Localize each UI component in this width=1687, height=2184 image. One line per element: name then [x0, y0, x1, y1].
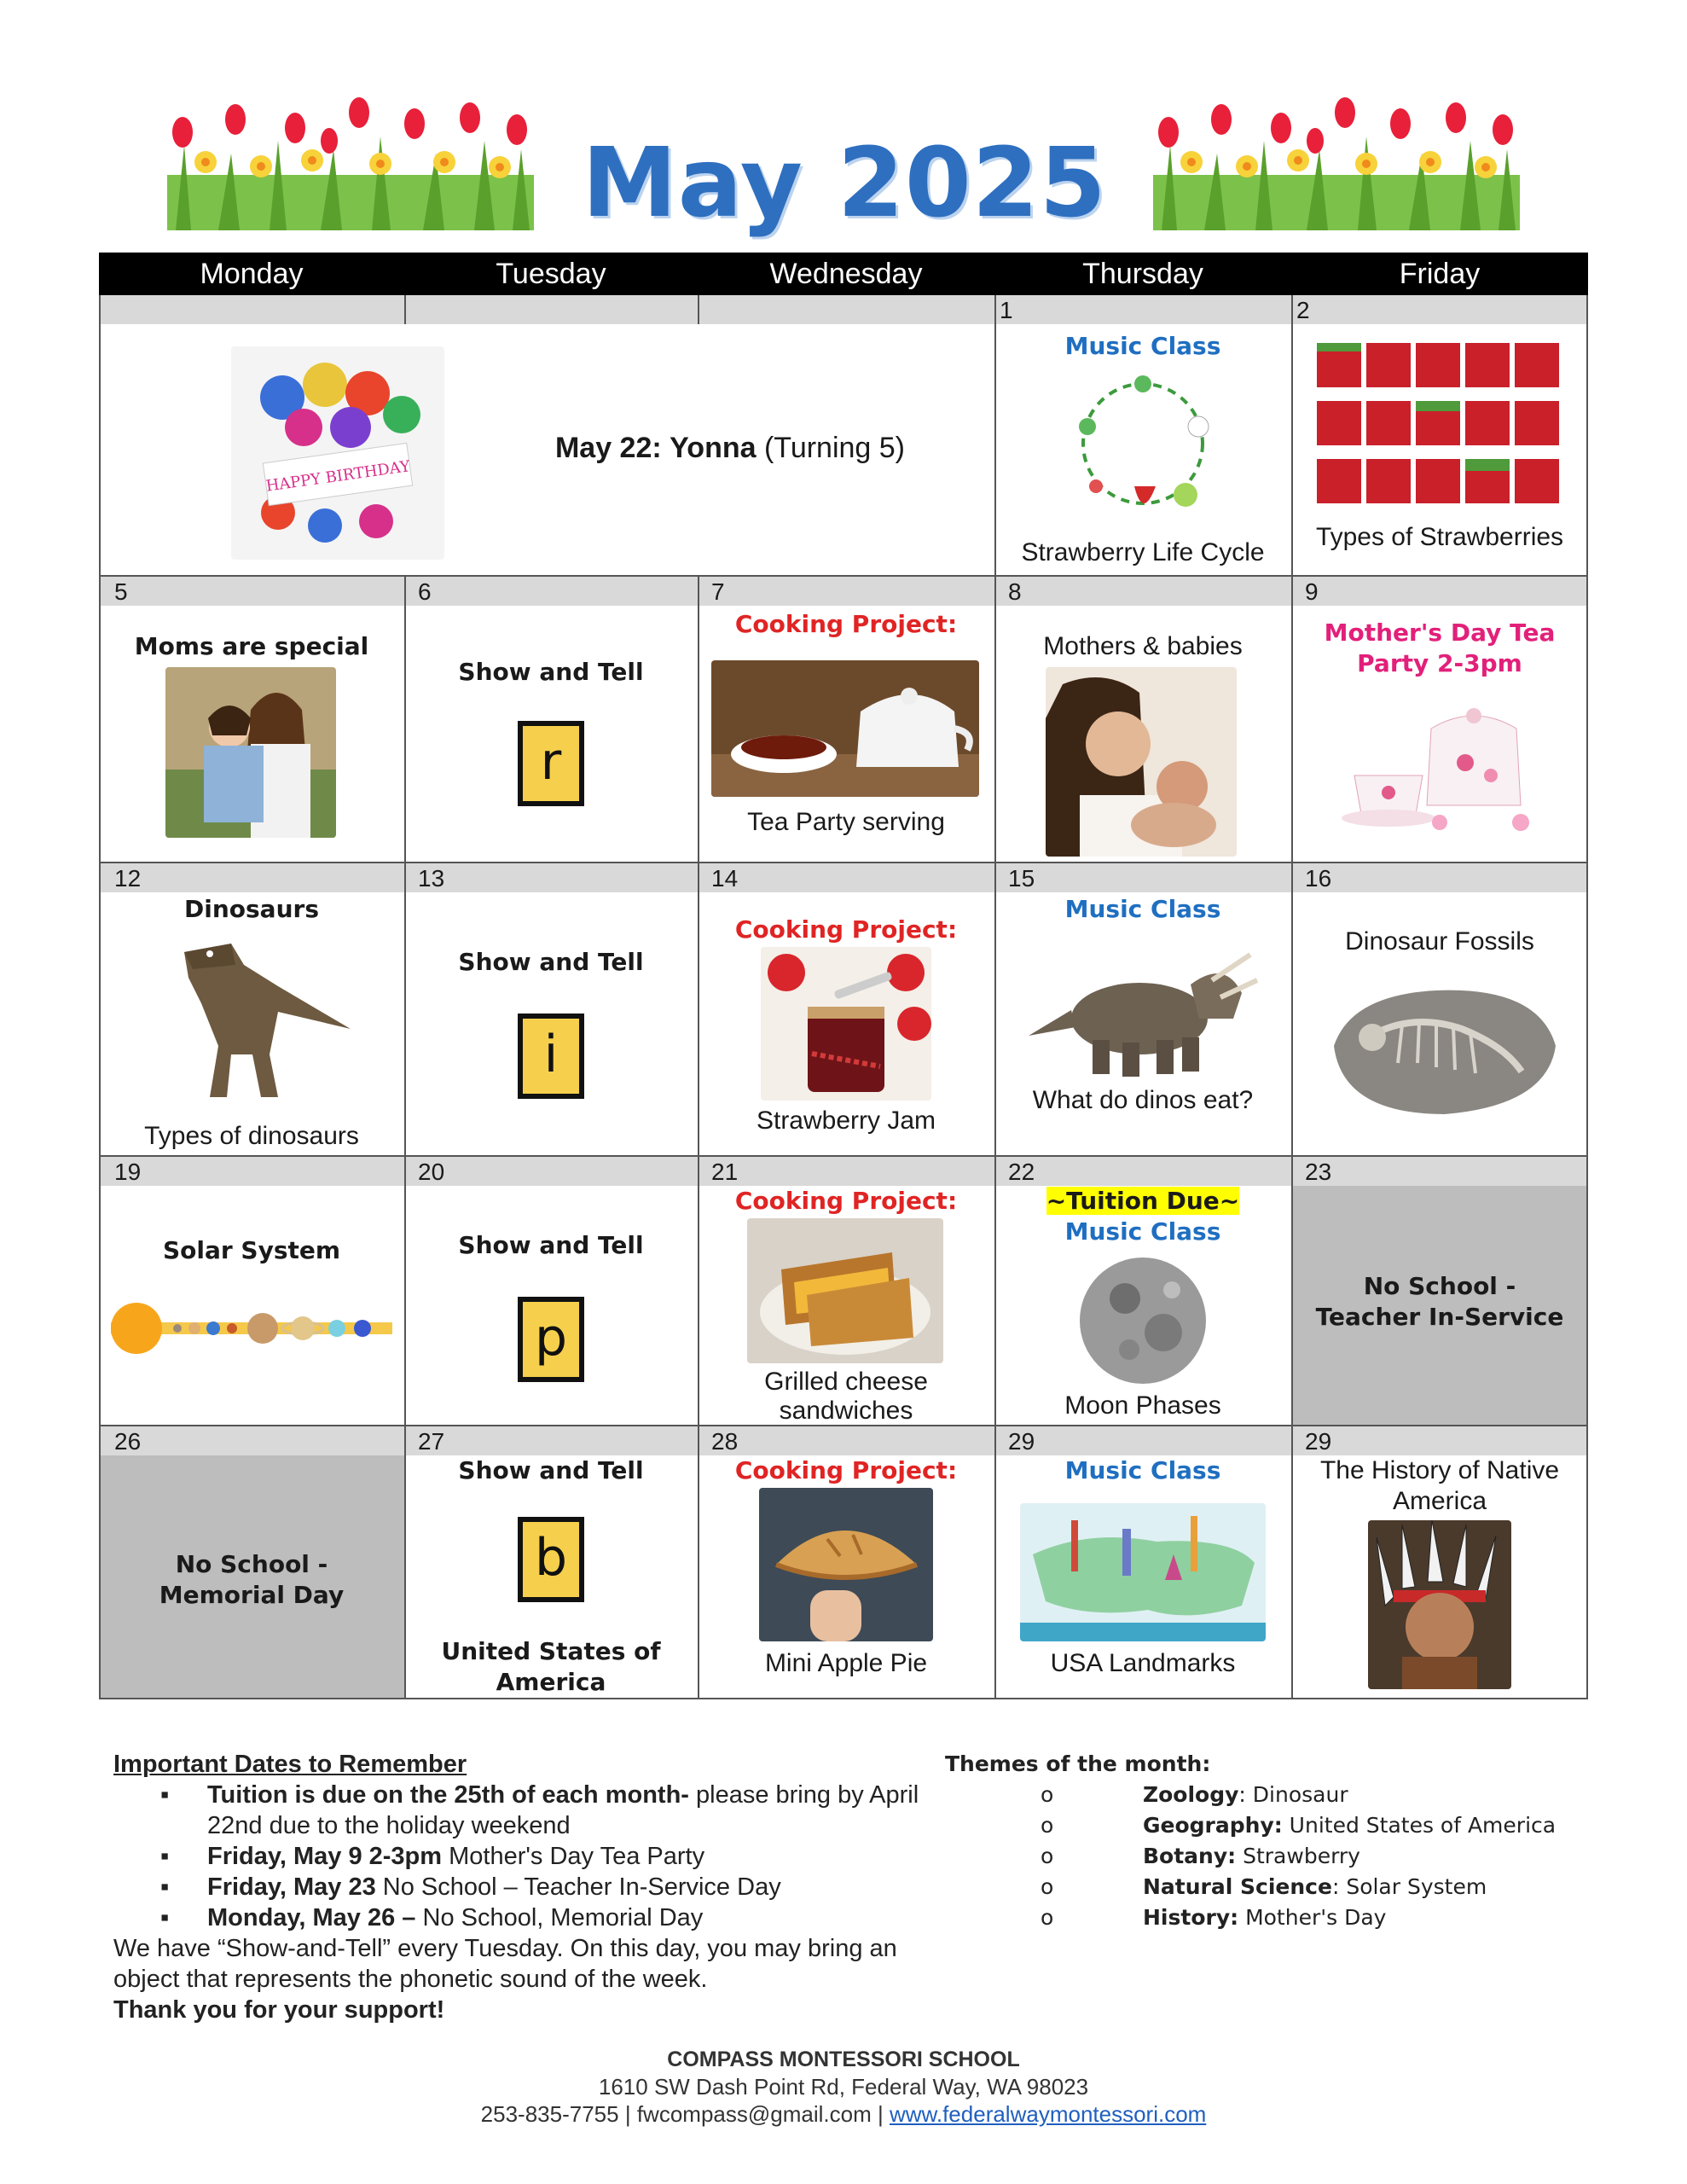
list-item-bold: Tuition is due on the 25th of each month- — [207, 1781, 689, 1809]
date-6: 6 — [418, 578, 432, 605]
usa-landmarks-image — [1020, 1503, 1266, 1641]
date-29: 29 — [1008, 1428, 1035, 1455]
date-13: 13 — [418, 865, 445, 892]
dinosaur-fossils-caption: Dinosaur Fossils — [1345, 927, 1534, 956]
theme-bullet: o — [1041, 1844, 1054, 1868]
date-26: 26 — [114, 1428, 142, 1455]
cell-may-12 — [99, 892, 404, 1155]
mother-baby-image — [1046, 667, 1237, 857]
theme-value: United States of America — [1282, 1813, 1557, 1838]
mothers-day-tea-title-line2: Party 2-3pm — [1357, 649, 1522, 677]
t-rex-image — [150, 926, 355, 1106]
separator: | — [624, 2101, 631, 2127]
birthday-card-text: HAPPY BIRTHDAY — [264, 457, 412, 496]
date-22: 22 — [1008, 1159, 1035, 1185]
list-item — [207, 1902, 932, 1933]
birthday-name: Yonna — [670, 432, 757, 464]
date-15: 15 — [1008, 865, 1035, 892]
important-dates-section — [113, 1749, 932, 2025]
theme-bullet: o — [1041, 1782, 1054, 1807]
types-of-strawberries-caption: Types of Strawberries — [1315, 523, 1564, 551]
theme-value: Strawberry — [1236, 1844, 1360, 1868]
strawberries-grid-image — [1315, 341, 1564, 508]
grilled-cheese-caption-line1: Grilled cheese — [764, 1368, 928, 1396]
theme-bullet: o — [1041, 1813, 1054, 1838]
music-class-label: Music Class — [1064, 1456, 1221, 1484]
cell-may-13 — [404, 892, 698, 1155]
no-school-line2: Teacher In-Service — [1315, 1303, 1564, 1331]
types-of-dinosaurs-caption: Types of dinosaurs — [144, 1122, 359, 1150]
cell-may-27 — [404, 1455, 698, 1698]
moon-image — [1078, 1256, 1208, 1385]
theme-label: History: — [1143, 1905, 1239, 1930]
grid-line — [99, 1698, 1588, 1699]
mini-apple-pie-image — [759, 1488, 933, 1641]
theme-value: Mother's Day — [1238, 1905, 1387, 1930]
mini-apple-pie-caption: Mini Apple Pie — [764, 1649, 928, 1677]
strawberry-jam-image — [761, 947, 931, 1101]
date-bar-week1 — [99, 295, 1588, 324]
list-item-bold: Monday, May 26 – — [207, 1904, 416, 1931]
phonetic-letter-p: p — [518, 1297, 584, 1382]
birthday-date-label: May 22: — [554, 432, 662, 464]
strawberry-life-cycle-image — [1058, 367, 1228, 525]
grid-line — [99, 1155, 1588, 1157]
cell-may-23 — [1291, 1186, 1588, 1425]
date-9: 9 — [1305, 578, 1319, 605]
no-school-line1: No School - — [1363, 1272, 1516, 1300]
date-8: 8 — [1008, 578, 1022, 605]
school-email[interactable]: fwcompass@gmail.com — [636, 2101, 872, 2127]
moon-phases-caption: Moon Phases — [1064, 1391, 1221, 1420]
theme-bullet: o — [1041, 1874, 1054, 1899]
cell-may-20 — [404, 1186, 698, 1425]
date-7: 7 — [711, 578, 725, 605]
list-item-text: No School – Teacher In-Service Day — [375, 1873, 781, 1901]
weekday-thursday: Thursday — [994, 253, 1291, 295]
dinosaurs-title: Dinosaurs — [184, 895, 319, 923]
cell-may-7 — [698, 606, 994, 862]
phonetic-letter-b: b — [518, 1517, 584, 1602]
mom-and-child-image — [165, 667, 336, 838]
calendar-grid — [99, 253, 1588, 1703]
phonetic-letter-i: i — [518, 1014, 584, 1099]
list-item — [207, 1841, 932, 1872]
tulips-right-image — [1153, 94, 1520, 230]
list-item-bold: Friday, May 23 — [207, 1873, 376, 1901]
weekday-tuesday: Tuesday — [404, 253, 698, 295]
cell-may-14 — [698, 892, 994, 1155]
date-14: 14 — [711, 865, 739, 892]
date-12: 12 — [114, 865, 142, 892]
date-19: 19 — [114, 1159, 142, 1185]
cell-may-26 — [99, 1455, 404, 1698]
native-headdress-image — [1368, 1520, 1511, 1689]
page-title: May 2025 — [582, 128, 1107, 239]
native-america-caption-line1: The History of Native — [1319, 1456, 1560, 1484]
weekday-monday: Monday — [99, 253, 404, 295]
cell-may-21 — [698, 1186, 994, 1425]
cooking-project-label: Cooking Project: — [734, 610, 958, 638]
solar-system-image — [111, 1288, 392, 1391]
separator: | — [877, 2101, 884, 2127]
usa-landmarks-caption: USA Landmarks — [1050, 1649, 1236, 1677]
cell-may-16 — [1291, 892, 1588, 1155]
theme-bullet: o — [1041, 1905, 1054, 1930]
themes-section — [945, 1749, 1627, 1933]
thank-you-text: Thank you for your support! — [113, 1996, 445, 2024]
tulips-left-image — [167, 94, 534, 230]
date-bar-week2 — [99, 577, 1588, 606]
grilled-cheese-caption-line2: sandwiches — [779, 1397, 913, 1425]
grid-line — [698, 295, 699, 324]
important-dates-list — [113, 1780, 932, 1933]
list-item-text: No School, Memorial Day — [415, 1904, 704, 1931]
mothers-day-tea-title-line1: Mother's Day Tea — [1324, 619, 1556, 647]
tea-party-caption: Tea Party serving — [747, 808, 945, 836]
theme-value: Dinosaur — [1245, 1782, 1348, 1807]
cell-may-29-fri — [1291, 1455, 1588, 1698]
strawberry-life-cycle-caption: Strawberry Life Cycle — [1021, 538, 1265, 566]
date-bar-week4 — [99, 1157, 1291, 1186]
date-bar-week4-fri — [1291, 1157, 1588, 1186]
mothers-babies-caption: Mothers & babies — [1043, 632, 1243, 660]
school-name: COMPASS MONTESSORI SCHOOL — [667, 2048, 1020, 2071]
triceratops-image — [1029, 933, 1259, 1078]
grid-line — [99, 1425, 1588, 1426]
show-and-tell-label: Show and Tell — [458, 658, 644, 686]
show-and-tell-label: Show and Tell — [458, 1231, 644, 1259]
list-item — [207, 1780, 932, 1841]
grid-line — [404, 295, 406, 324]
date-bar-week5 — [404, 1426, 1588, 1455]
date-bar-week5-mon — [99, 1426, 404, 1455]
theme-item — [945, 1810, 1627, 1841]
birthday-announcement — [474, 432, 986, 465]
show-and-tell-label: Show and Tell — [458, 948, 644, 976]
cell-may-9 — [1291, 606, 1588, 862]
important-dates-heading: Important Dates to Remember — [113, 1751, 467, 1778]
date-27: 27 — [418, 1428, 445, 1455]
cooking-project-label: Cooking Project: — [734, 1187, 958, 1215]
moms-special-title: Moms are special — [134, 632, 369, 660]
date-20: 20 — [418, 1159, 445, 1185]
themes-heading: Themes of the month: — [945, 1751, 1211, 1776]
grid-line — [99, 575, 1588, 577]
theme-item — [945, 1780, 1627, 1810]
list-item-text: Mother's Day Tea Party — [442, 1843, 705, 1870]
music-class-label: Music Class — [1064, 895, 1221, 923]
native-america-caption-line2: America — [1392, 1487, 1487, 1515]
list-item-bold: Friday, May 9 2-3pm — [207, 1843, 443, 1870]
date-23: 23 — [1305, 1159, 1332, 1185]
date-16: 16 — [1305, 865, 1332, 892]
cell-may-5 — [99, 606, 404, 862]
usa-caption-line2: America — [496, 1668, 606, 1696]
cell-may-15 — [994, 892, 1291, 1155]
date-bar-week3 — [99, 863, 1588, 892]
show-and-tell-paragraph: We have “Show-and-Tell” every Tuesday. On this day, you may bring an object that represents the phonetic sound of the week. — [113, 1935, 897, 1993]
date-1: 1 — [1000, 297, 1013, 323]
list-item-text: please bring by April 22nd due to the holiday weekend — [207, 1781, 919, 1839]
cooking-project-label: Cooking Project: — [734, 915, 958, 944]
theme-value: Solar System — [1339, 1874, 1487, 1899]
birthday-balloons-image — [231, 346, 444, 560]
weekday-wednesday: Wednesday — [698, 253, 994, 295]
theme-label: Geography: — [1143, 1813, 1283, 1838]
birthday-note: (Turning 5) — [763, 432, 906, 464]
theme-sep: : — [1331, 1874, 1340, 1899]
date-28: 28 — [711, 1428, 739, 1455]
music-class-label: Music Class — [1064, 1217, 1221, 1246]
theme-label: Zoology — [1143, 1782, 1239, 1807]
no-school-line2: Memorial Day — [159, 1581, 345, 1609]
usa-caption-line1: United States of — [441, 1637, 661, 1665]
tea-party-image — [711, 660, 979, 797]
show-and-tell-label: Show and Tell — [458, 1456, 644, 1484]
solar-system-title: Solar System — [162, 1236, 341, 1264]
date-2: 2 — [1296, 297, 1310, 323]
cell-may-28 — [698, 1455, 994, 1698]
cell-may-6 — [404, 606, 698, 862]
strawberry-jam-caption: Strawberry Jam — [756, 1107, 936, 1135]
theme-item — [945, 1902, 1627, 1933]
dinos-eat-caption: What do dinos eat? — [1032, 1086, 1254, 1114]
cell-may-8 — [994, 606, 1291, 862]
cell-may-1 — [994, 324, 1291, 575]
theme-item — [945, 1872, 1627, 1902]
school-address: 1610 SW Dash Point Rd, Federal Way, WA 98023 — [598, 2074, 1089, 2100]
theme-label: Natural Science — [1143, 1874, 1332, 1899]
tuition-due-notice — [994, 1186, 1291, 1217]
school-phone: 253-835-7755 — [480, 2101, 619, 2127]
theme-sep: : — [1238, 1782, 1246, 1807]
theme-label: Botany: — [1143, 1844, 1237, 1868]
phonetic-letter-r: r — [518, 721, 584, 806]
dinosaur-fossil-image — [1317, 978, 1564, 1123]
date-5: 5 — [114, 578, 128, 605]
cell-may-22 — [994, 1186, 1291, 1425]
school-contact-line — [0, 2100, 1687, 2128]
cooking-project-label: Cooking Project: — [734, 1456, 958, 1484]
grid-line — [99, 862, 1588, 863]
list-item — [207, 1872, 932, 1902]
weekday-friday: Friday — [1291, 253, 1588, 295]
cell-may-2 — [1291, 324, 1588, 575]
date-29-fri: 29 — [1305, 1428, 1332, 1455]
music-class-label: Music Class — [1064, 332, 1221, 360]
grilled-cheese-image — [747, 1218, 943, 1363]
cell-may-29 — [994, 1455, 1291, 1698]
floral-teapot-image — [1337, 694, 1542, 839]
cell-may-19 — [99, 1186, 404, 1425]
theme-item — [945, 1841, 1627, 1872]
tuition-due-text: ~Tuition Due~ — [1046, 1187, 1240, 1215]
date-21: 21 — [711, 1159, 739, 1185]
no-school-line1: No School - — [175, 1550, 328, 1578]
school-website-link[interactable]: www.federalwaymontessori.com — [889, 2101, 1207, 2127]
